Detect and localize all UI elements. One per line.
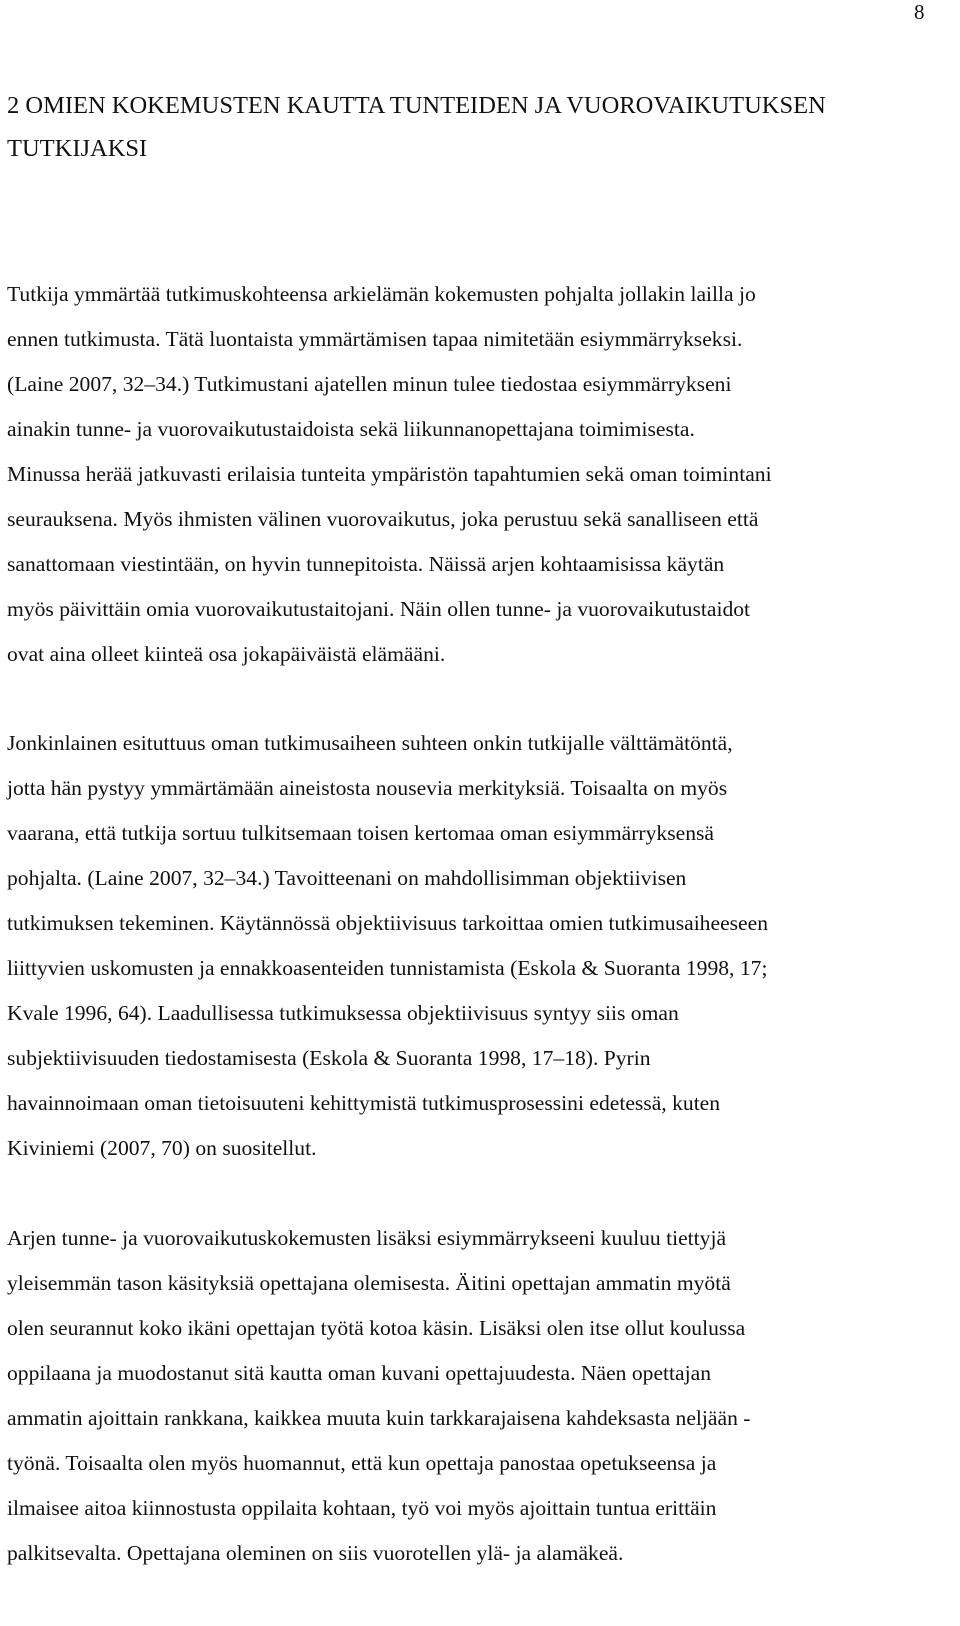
paragraph-line: työnä. Toisaalta olen myös huomannut, että kun opettaja panostaa opetukseensa ja xyxy=(7,1451,717,1475)
chapter-heading xyxy=(7,84,937,170)
paragraph-line: liittyvien uskomusten ja ennakkoasenteiden tunnistamista (Eskola & Suoranta 1998, 17; xyxy=(7,956,768,980)
paragraph-line: sanattomaan viestintään, on hyvin tunnepitoista. Näissä arjen kohtaamisissa käytän xyxy=(7,552,725,576)
paragraph-line: ilmaisee aitoa kiinnostusta oppilaita kohtaan, työ voi myös ajoittain tuntua erittäin xyxy=(7,1496,717,1520)
paragraph-line: Kiviniemi (2007, 70) on suositellut. xyxy=(7,1136,317,1160)
paragraph-line: olen seurannut koko ikäni opettajan työtä kotoa käsin. Lisäksi olen itse ollut koulussa xyxy=(7,1316,746,1340)
paragraph-line: Tutkija ymmärtää tutkimuskohteensa arkielämän kokemusten pohjalta jollakin lailla jo xyxy=(7,282,756,306)
page-number: 8 xyxy=(914,0,925,24)
paragraph-line: tutkimuksen tekeminen. Käytännössä objektiivisuus tarkoittaa omien tutkimusaiheeseen xyxy=(7,911,769,935)
paragraph-line: oppilaana ja muodostanut sitä kautta oman kuvani opettajuudesta. Näen opettajan xyxy=(7,1361,711,1385)
paragraph-line: subjektiivisuuden tiedostamisesta (Eskola & Suoranta 1998, 17–18). Pyrin xyxy=(7,1046,651,1070)
paragraph-line: vaarana, että tutkija sortuu tulkitsemaan toisen kertomaa oman esiymmärryksensä xyxy=(7,821,714,845)
paragraph-line: Arjen tunne- ja vuorovaikutuskokemusten lisäksi esiymmärrykseeni kuuluu tiettyjä xyxy=(7,1226,727,1250)
paragraph-line: pohjalta. (Laine 2007, 32–34.) Tavoitteenani on mahdollisimman objektiivisen xyxy=(7,866,687,890)
paragraph-line: Jonkinlainen esituttuus oman tutkimusaiheen suhteen onkin tutkijalle välttämätöntä, xyxy=(7,731,733,755)
paragraph-line: ovat aina olleet kiinteä osa jokapäiväistä elämääni. xyxy=(7,642,446,666)
paragraph-line: palkitsevalta. Opettajana oleminen on siis vuorotellen ylä- ja alamäkeä. xyxy=(7,1541,624,1565)
paragraph-line: havainnoimaan oman tietoisuuteni kehittymistä tutkimusprosessini edetessä, kuten xyxy=(7,1091,721,1115)
paragraph-line: ennen tutkimusta. Tätä luontaista ymmärtämisen tapaa nimitetään esiymmärrykseksi. xyxy=(7,327,743,351)
paragraph-line: ammatin ajoittain rankkana, kaikkea muuta kuin tarkkarajaisena kahdeksasta neljään - xyxy=(7,1406,751,1430)
paragraph-line: Kvale 1996, 64). Laadullisessa tutkimuksessa objektiivisuus syntyy siis oman xyxy=(7,1001,679,1025)
paragraph-2 xyxy=(7,721,768,1171)
paragraph-1 xyxy=(7,272,772,677)
heading-line: 2 OMIEN KOKEMUSTEN KAUTTA TUNTEIDEN JA VUOROVAIKUTUKSEN xyxy=(7,92,826,119)
paragraph-line: Minussa herää jatkuvasti erilaisia tunteita ympäristön tapahtumien sekä oman toimintani xyxy=(7,462,772,486)
paragraph-line: jotta hän pystyy ymmärtämään aineistosta nousevia merkityksiä. Toisaalta on myös xyxy=(7,776,728,800)
paragraph-line: (Laine 2007, 32–34.) Tutkimustani ajatellen minun tulee tiedostaa esiymmärrykseni xyxy=(7,372,732,396)
paragraph-line: seurauksena. Myös ihmisten välinen vuorovaikutus, joka perustuu sekä sanalliseen että xyxy=(7,507,759,531)
paragraph-line: myös päivittäin omia vuorovaikutustaitojani. Näin ollen tunne- ja vuorovaikutustaidot xyxy=(7,597,751,621)
heading-line: TUTKIJAKSI xyxy=(7,135,148,162)
paragraph-3 xyxy=(7,1216,751,1576)
paragraph-line: ainakin tunne- ja vuorovaikutustaidoista sekä liikunnanopettajana toimimisesta. xyxy=(7,417,695,441)
paragraph-line: yleisemmän tason käsityksiä opettajana olemisesta. Äitini opettajan ammatin myötä xyxy=(7,1271,731,1295)
